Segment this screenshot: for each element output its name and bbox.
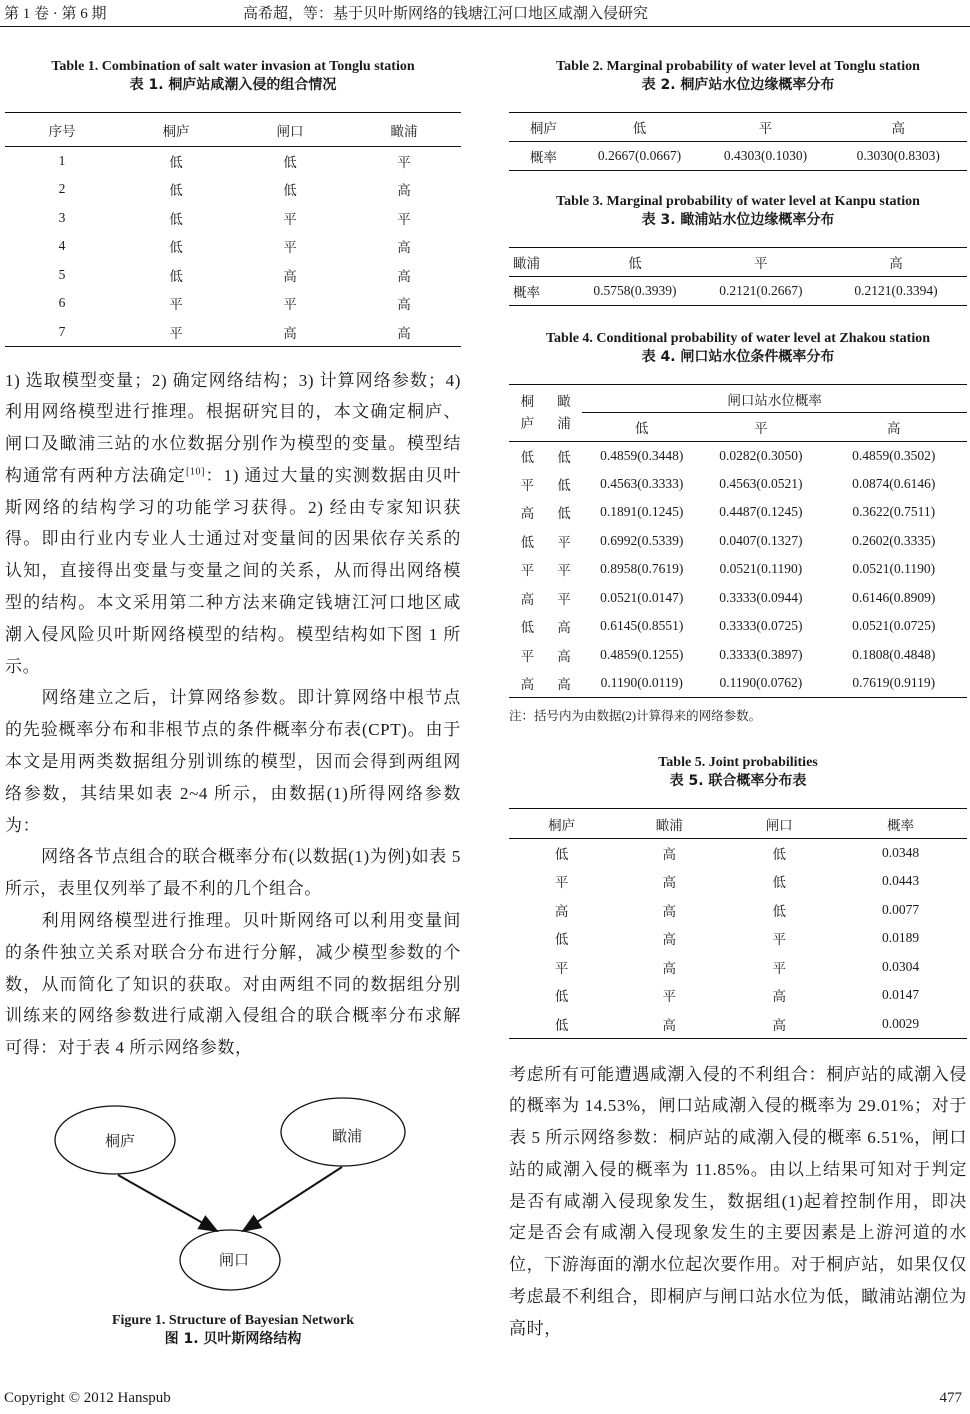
table4-subheader: 平 [754, 420, 768, 436]
table1-cell: 低 [283, 155, 297, 170]
table2 [509, 112, 967, 171]
table4-cell: 0.1190(0.0119) [600, 675, 683, 690]
table4-header-char: 庐 [520, 415, 535, 431]
table2-header: 高 [891, 121, 906, 136]
table4-cell: 平 [520, 477, 535, 493]
table1-cell: 平 [397, 211, 411, 227]
table5-row [509, 981, 967, 1010]
table4-row [509, 612, 967, 641]
table4-header-char: 浦 [557, 415, 571, 431]
table1-cell: 2 [58, 181, 66, 197]
left-p3-text: 网络各节点组合的联合概率分布(以数据(1)为例)如表 5 所示，表里仅列举了最不利的几个组合。 [5, 847, 461, 899]
table4-cell: 0.1190(0.0762) [719, 675, 803, 690]
table4-cell: 0.6992(0.5339) [600, 532, 684, 548]
table4-group-header: 闸口站水位概率 [582, 385, 967, 413]
table5-cell: 0.0029 [882, 1015, 920, 1031]
table1-cell: 高 [397, 297, 411, 313]
table4-cell: 0.4563(0.3333) [600, 475, 684, 491]
table4-cell: 0.0282(0.3050) [719, 447, 803, 463]
table5-cell: 高 [662, 847, 677, 862]
table3-cell: 概率 [513, 285, 540, 300]
table2-caption-en: Table 2. Marginal probability of water level at Tonglu station [556, 59, 920, 74]
table1-cell: 低 [169, 268, 183, 284]
table1-cell: 7 [58, 323, 66, 339]
table3-header: 平 [754, 256, 768, 271]
left-p1-text-b: ：1) 通过大量的实测数据由贝叶斯网络的结构学习的功能学习获得。2) 经由专家知识获得。即由行业内专业人士通过对变量间的因果依存关系的认知，直接得出变量与变量之间的关系，从而得出网络模型的结构。本文采用第二种方法来确定钱塘江河口地区咸潮入侵风险贝叶斯网络模型的结构。模型结构如下图 1 所示。 [5, 465, 461, 676]
table5-header: 概率 [887, 817, 915, 833]
table1-header: 闸口 [276, 123, 304, 139]
table4-cell: 高 [557, 677, 571, 692]
table3-caption-zh: 表 3. 瞰浦站水位边缘概率分布 [641, 212, 835, 228]
table4-cell: 0.4859(0.3448) [600, 447, 684, 463]
table5-cell: 低 [554, 989, 569, 1005]
table5-cell: 平 [554, 875, 569, 891]
table1-cell: 平 [169, 297, 183, 313]
table4-cell: 平 [520, 648, 535, 664]
table5-row [509, 867, 967, 896]
table5-header-row [509, 809, 967, 839]
table1-row [5, 204, 461, 233]
page-header [0, 0, 970, 27]
table4-cell: 0.0521(0.0147) [600, 589, 684, 605]
table3-cell: 0.2121(0.2667) [719, 283, 803, 298]
left-paragraph-3 [5, 841, 461, 905]
table5-row [509, 953, 967, 982]
table1-cell: 5 [58, 266, 66, 282]
table5-cell: 平 [772, 960, 786, 976]
table4-cell: 0.0521(0.1190) [719, 561, 803, 577]
table4-cell: 0.6146(0.8909) [852, 589, 936, 605]
table4-subheader: 低 [635, 420, 649, 436]
table4-cell: 0.0521(0.1190) [852, 561, 936, 577]
table4-cell: 0.3333(0.0725) [719, 618, 803, 634]
table1-cell: 平 [283, 211, 297, 227]
table1-caption-en: Table 1. Combination of salt water invasion at Tonglu station [51, 59, 415, 74]
table3-caption-en: Table 3. Marginal probability of water level at Kanpu station [556, 194, 920, 209]
table3-cell: 0.5758(0.3939) [593, 283, 677, 298]
table4-cell: 低 [520, 534, 535, 550]
table5-cell: 高 [662, 960, 677, 976]
table4-note: 注：括号内为由数据(2)计算得来的网络参数。 [509, 709, 762, 723]
table1-row [5, 261, 461, 290]
table1-header-row [5, 113, 461, 147]
table3-header: 低 [628, 256, 642, 271]
table4-row [509, 555, 967, 584]
table4-row [509, 441, 967, 470]
table3-header: 高 [889, 256, 903, 271]
table4-cell: 0.2602(0.3335) [852, 532, 936, 548]
table5-row [509, 924, 967, 953]
page-number: 477 [939, 1390, 962, 1406]
left-column [5, 58, 461, 1064]
table5-row [509, 839, 967, 868]
table2-cell: 0.2667(0.0667) [597, 148, 682, 163]
table5-cell: 0.0348 [882, 845, 920, 860]
table3 [509, 247, 967, 306]
table4-cell: 低 [557, 506, 571, 522]
table2-caption-zh: 表 2. 桐庐站水位边缘概率分布 [641, 77, 835, 93]
table3-header-row [509, 248, 967, 277]
table4-row [509, 584, 967, 613]
table2-header-row [509, 113, 967, 142]
table4-cell: 0.7619(0.9119) [852, 675, 936, 690]
table1-cell: 高 [397, 325, 411, 341]
table1-row [5, 289, 461, 318]
table4-caption-zh: 表 4. 闸口站水位条件概率分布 [641, 349, 835, 365]
table4-cell: 平 [557, 591, 571, 607]
table1-cell: 高 [283, 325, 297, 341]
table2-header: 低 [632, 121, 647, 136]
table1-cell: 低 [283, 183, 297, 199]
table1-cell: 高 [397, 268, 411, 284]
table1 [5, 112, 461, 347]
table4-cell: 0.8958(0.7619) [600, 561, 684, 577]
table5-cell: 0.0304 [882, 958, 920, 974]
table5-cell: 高 [662, 875, 677, 891]
table4-cell: 0.6145(0.8551) [600, 618, 684, 634]
table5-cell: 低 [772, 847, 786, 862]
table1-cell: 平 [169, 325, 183, 341]
table4-cell: 0.4563(0.0521) [719, 475, 803, 491]
table5-cell: 0.0189 [882, 930, 920, 946]
table4-cell: 0.3333(0.3897) [719, 646, 803, 662]
table2-header: 桐庐 [529, 121, 557, 136]
table5-caption-zh: 表 5. 联合概率分布表 [669, 773, 807, 789]
journal-volume: 第 1 卷 · 第 6 期 [4, 6, 107, 22]
table5-header: 闸口 [765, 817, 793, 833]
citation-ref: [10] [185, 466, 206, 478]
table1-cell: 1 [58, 153, 66, 168]
table5-caption-en: Table 5. Joint probabilities [658, 755, 818, 770]
table4-cell: 低 [520, 620, 535, 636]
table4-cell: 平 [520, 563, 535, 579]
figure1-caption-zh: 图 1. 贝叶斯网络结构 [164, 1331, 302, 1347]
figure1-caption-en: Figure 1. Structure of Bayesian Network [111, 1313, 355, 1328]
table4-row [509, 669, 967, 698]
table1-cell: 平 [397, 155, 411, 170]
edge-tonglu-zhakou [118, 1175, 217, 1231]
node-label-zhakou: 闸口 [218, 1251, 250, 1269]
table4-header-char: 桐 [520, 393, 535, 409]
left-paragraph-4 [5, 905, 461, 1064]
table4-cell: 平 [557, 563, 571, 579]
table4-cell: 0.4859(0.1255) [600, 646, 684, 662]
table3-cell: 0.2121(0.3394) [854, 283, 938, 298]
table2-row [509, 142, 967, 171]
table2-cell: 0.3030(0.8303) [856, 148, 940, 163]
table5-row [509, 1010, 967, 1039]
left-paragraph-1 [5, 365, 461, 683]
table3-header: 瞰浦 [513, 256, 540, 271]
table1-cell: 高 [397, 183, 411, 199]
table4-cell: 高 [520, 506, 535, 522]
table1-cell: 低 [169, 183, 183, 199]
table1-row [5, 147, 461, 176]
table4-cell: 0.4487(0.1245) [719, 504, 803, 520]
table1-cell: 低 [169, 155, 183, 170]
table1-cell: 平 [283, 240, 297, 256]
table4-header-char: 瞰 [557, 393, 571, 409]
figure1-caption [5, 1312, 461, 1348]
edge-kanpu-zhakou [243, 1167, 342, 1231]
table4-cell: 低 [557, 449, 571, 465]
left-paragraph-2 [5, 682, 461, 841]
running-title: 高希超，等：基于贝叶斯网络的钱塘江河口地区咸潮入侵研究 [243, 6, 649, 22]
table4-cell: 0.1891(0.1245) [600, 504, 684, 520]
table5-row [509, 896, 967, 925]
table4-cell: 高 [520, 591, 535, 607]
right-paragraph-1: 考虑所有可能遭遇咸潮入侵的不利组合：桐庐站的咸潮入侵的概率为 14.53%，闸口站咸潮入侵的概率为 29.01%；对于表 5 所示网络参数：桐庐站的咸潮入侵的概率 6.51%，闸口站的咸潮入侵的概率为 11.85%。由以上结果可知对于判定是否有咸潮入侵现象发生，数据组(1)起着控制作用，即决定是否会有咸潮入侵现象发生的主要因素是上游河道的水位，下游海面的潮水位起次要作用。对于桐庐站，如果仅仅考虑最不利组合，即桐庐与闸口站水位为低，瞰浦站潮位为高时， [509, 1064, 967, 1338]
table1-row [5, 318, 461, 347]
table4-cell: 平 [557, 534, 571, 550]
table1-cell: 3 [58, 209, 66, 225]
table5-cell: 0.0443 [882, 873, 920, 889]
table4-cell: 低 [520, 449, 535, 465]
table1-cell: 6 [58, 295, 66, 311]
table5-header: 桐庐 [548, 817, 576, 833]
table5-cell: 高 [554, 903, 569, 919]
bayesian-network-figure [5, 1080, 461, 1300]
table4-cell: 高 [557, 620, 571, 636]
table4-cell: 0.4859(0.3502) [852, 447, 936, 463]
table4-cell: 0.3622(0.7511) [852, 504, 936, 520]
node-label-kanpu: 瞰浦 [331, 1127, 363, 1145]
table5-cell: 低 [554, 932, 569, 948]
table5-header: 瞰浦 [655, 817, 683, 833]
table4-cell: 高 [520, 677, 535, 692]
table5-cell: 低 [772, 903, 786, 919]
table4-cell: 0.0874(0.6146) [852, 475, 936, 491]
table5-cell: 低 [554, 847, 569, 862]
table1-cell: 低 [169, 240, 183, 256]
table4-row [509, 527, 967, 556]
table5-cell: 高 [772, 1017, 786, 1033]
table5 [509, 808, 967, 1039]
left-p4-text: 利用网络模型进行推理。贝叶斯网络可以利用变量间的条件独立关系对联合分布进行分解，减少模型参数的个数，从而简化了知识的获取。对由两组不同的数据组分别训练来的网络参数进行咸潮入侵组合的联合概率分布求解可得：对于表 4 所示网络参数， [5, 911, 461, 1058]
table5-cell: 0.0077 [882, 901, 920, 917]
table1-cell: 低 [169, 211, 183, 227]
table1-row [5, 232, 461, 261]
table4-row [509, 470, 967, 499]
right-column [509, 58, 967, 1345]
table1-row [5, 175, 461, 204]
table2-header: 平 [758, 121, 773, 136]
copyright-notice: Copyright © 2012 Hanspub [4, 1390, 171, 1406]
table1-header: 桐庐 [162, 123, 190, 139]
table1-header: 序号 [48, 123, 76, 139]
table5-cell: 低 [554, 1017, 569, 1033]
table1-header: 瞰浦 [390, 123, 418, 139]
table5-cell: 高 [662, 1017, 677, 1033]
table1-caption-zh: 表 1. 桐庐站咸潮入侵的组合情况 [129, 77, 337, 93]
table4-cell: 0.0521(0.0725) [852, 618, 936, 634]
table2-cell: 概率 [529, 150, 557, 165]
table4-cell: 低 [557, 477, 571, 493]
table5-cell: 低 [772, 875, 786, 891]
table4-header-row-1 [509, 385, 967, 413]
table5-cell: 高 [662, 932, 677, 948]
table4-cell: 高 [557, 648, 571, 664]
table4 [509, 384, 967, 698]
table5-cell: 高 [662, 903, 677, 919]
table4-row [509, 498, 967, 527]
table1-cell: 平 [283, 297, 297, 313]
table5-cell: 平 [772, 932, 786, 948]
table5-cell: 平 [554, 960, 569, 976]
table4-caption-en: Table 4. Conditional probability of water level at Zhakou station [545, 331, 930, 346]
table5-cell: 平 [662, 989, 677, 1005]
table4-subheader: 高 [886, 420, 901, 436]
table4-header-kanpu [546, 385, 583, 442]
table2-cell: 0.4303(0.1030) [723, 148, 808, 163]
table4-header-tonglu [509, 385, 546, 442]
table1-cell: 高 [283, 268, 297, 284]
left-p2-text: 网络建立之后，计算网络参数。即计算网络中根节点的先验概率分布和非根节点的条件概率分布表(CPT)。由于本文是用两类数据组分别训练的模型，因而会得到两组网络参数，其结果如表 2~4 所示，由数据(1)所得网络参数为： [5, 688, 461, 835]
table4-row [509, 641, 967, 670]
table1-cell: 4 [58, 238, 66, 254]
table4-cell: 0.3333(0.0944) [719, 589, 803, 605]
table5-cell: 0.0147 [882, 987, 920, 1003]
table3-row [509, 277, 967, 306]
node-label-tonglu: 桐庐 [104, 1132, 136, 1150]
table4-cell: 0.0407(0.1327) [719, 532, 803, 548]
left-p1-text-a: 1) 选取模型变量；2) 确定网络结构；3) 计算网络参数；4) 利用网络模型进行推理。根据研究目的，本文确定桐庐、闸口及瞰浦三站的水位数据分别作为模型的变量。模型结构通常有两种方法确定 [5, 370, 461, 485]
table4-cell: 0.1808(0.4848) [852, 646, 936, 662]
table5-cell: 高 [772, 989, 786, 1005]
table1-cell: 高 [397, 240, 411, 256]
